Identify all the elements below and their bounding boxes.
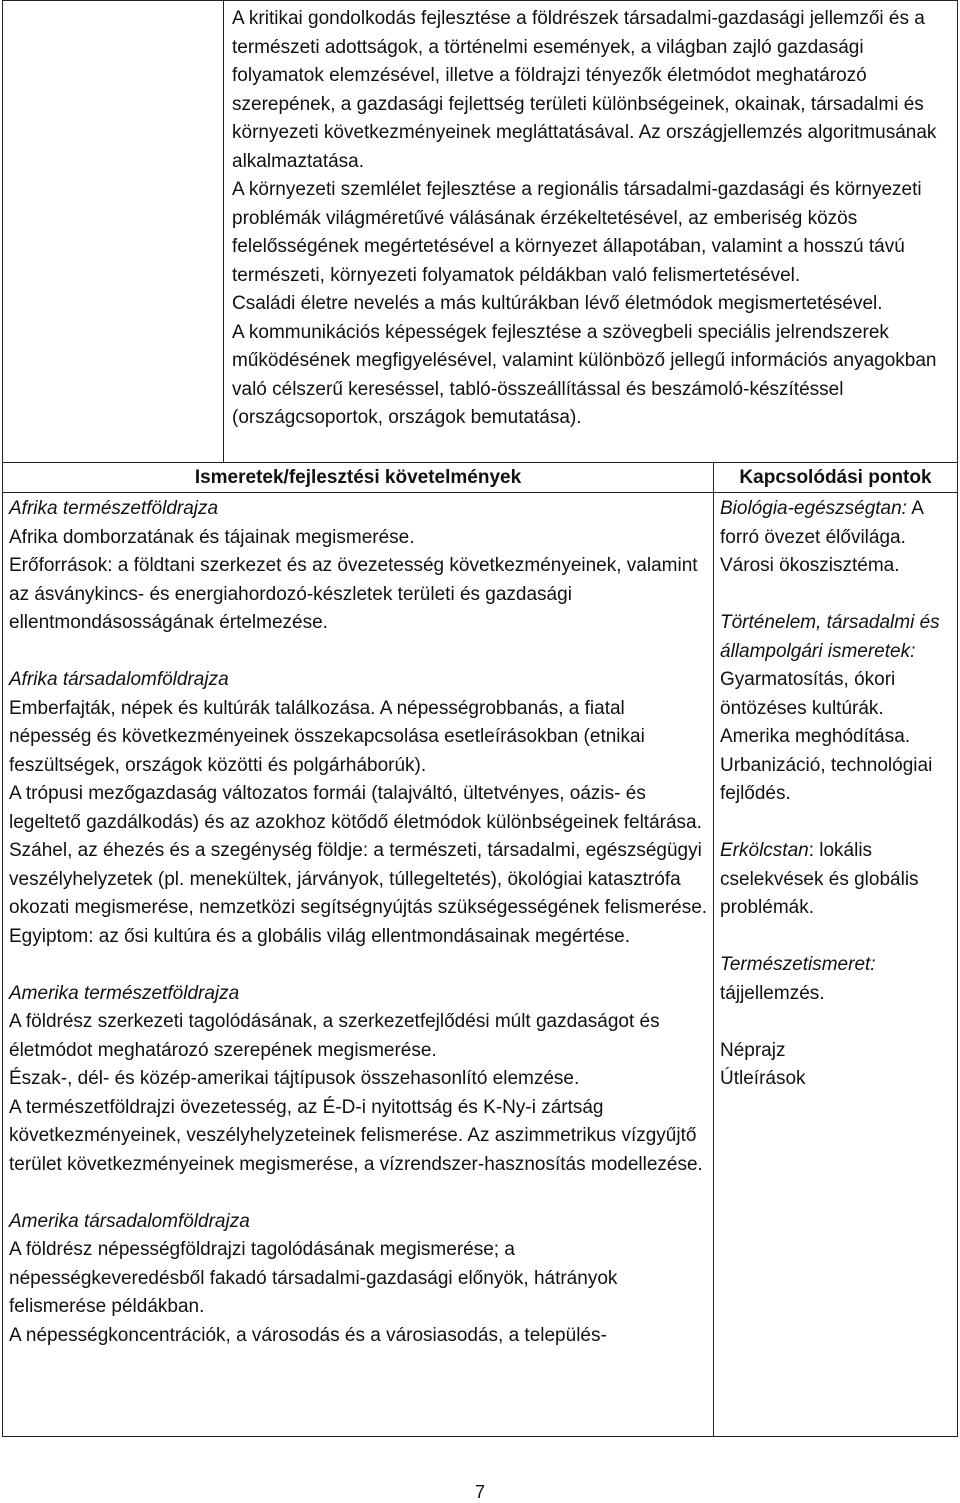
ethics-connection: [720, 837, 953, 923]
goal-critical-thinking: A kritikai gondolkodás fejlesztése a földrészek társadalmi-gazdasági jellemzői és a természeti adottságok, a történelmi események, a világban zajló gazdasági folyamatok elemzésével, illetve a földrajzi tényezők életmódot meghatározó szerepének, a gazdasági fejlettség területi különbségeinek, okainak, társadalmi és környezeti következményeinek megláttatásával. Az országjellemzés algoritmusának alkalmaztatása.: [232, 8, 937, 172]
connections-cell: [714, 493, 958, 1437]
africa-social-title: Afrika társadalomföldrajza: [9, 669, 229, 690]
connections-header: Kapcsolódási pontok: [714, 463, 958, 493]
goal-environmental: A környezeti szemlélet fejlesztése a regionális társadalmi-gazdasági és környezeti problémák világméretűvé válásának érzékeltetésével, az emberiség közös felelősségének megértetésével a környezet állapotában, valamint a hosszú távú természeti, környezeti folyamatok példákban való felismertetésével.: [232, 179, 922, 286]
ethics-subject: Erkölcstan: [720, 840, 809, 861]
goal-communication: A kommunikációs képességek fejlesztése a szövegbeli speciális jelrendszerek működésének megfigyelésével, valamint különböző jellegű információs anyagokban való célszerű kereséssel, tabló-összeállítással és beszámoló-készítéssel (országcsoportok, országok bemutatása).: [232, 321, 937, 428]
africa-social-p3: Száhel, az éhezés és a szegénység földje: a természeti, társadalmi, egészségügyi veszélyhelyzetek (pl. menekültek, járványok, túllegeltetés), ökológiai katasztrófa okozati megismerése, nemzetközi segítségnyújtás szükségességének felismerése.: [9, 840, 708, 918]
america-social-p1: A földrész népességföldrajzi tagolódásának megismerése; a népességkeveredésből fakadó társadalmi-gazdasági előnyök, hátrányok felismerése példákban.: [9, 1239, 618, 1317]
america-social-title: Amerika társadalomföldrajza: [9, 1210, 250, 1232]
africa-social-p1: Emberfajták, népek és kultúrák találkozása. A népességrobbanás, a fiatal népesség és következményeinek összekapcsolása esetleírásokban (etnikai feszültségek, országok közötti és polgárháborúk).: [9, 697, 645, 776]
science-connection: [720, 951, 953, 1008]
history-text: Gyarmatosítás, ókori öntözéses kultúrák. Amerika meghódítása. Urbanizáció, technológiai fejlődés.: [720, 669, 933, 804]
science-subject: Természetismeret:: [720, 954, 876, 975]
america-physical-p3: A természetföldrajzi övezetesség, az É-D-i nyitottság és K-Ny-i zártság következményeinek, veszélyhelyzeteinek felismerése. Az aszimmetrikus vízgyűjtő terület következményeinek megismerése, a vízrendszer-hasznosítás modellezése.: [9, 1096, 703, 1175]
biology-subject: Biológia-egészségtan:: [720, 498, 907, 519]
ethics-text: : lokális cselekvések és globális problémák.: [720, 840, 919, 918]
development-goals-cell: [224, 1, 958, 463]
folk-connection: Néprajz: [720, 1039, 786, 1061]
america-social-p2: A népességkoncentrációk, a városodás és a városiasodás, a település-: [9, 1324, 607, 1346]
history-subject: Történelem, társadalmi és állampolgári ismeretek:: [720, 612, 940, 662]
africa-social-p4: Egyiptom: az ősi kultúra és a globális világ ellentmondásainak megértése.: [9, 925, 630, 947]
curriculum-table: [2, 0, 958, 1437]
requirements-header: Ismeretek/fejlesztési követelmények: [3, 463, 714, 493]
africa-social-p2: A trópusi mezőgazdaság változatos formái (talajváltó, ültetvényes, oázis- és legeltető gazdálkodás) és az azokhoz kötődő életmódok különbségeinek feltárása.: [9, 783, 702, 833]
biology-connection: [720, 495, 953, 581]
page-number: 7: [474, 1482, 485, 1502]
africa-physical-p1: Afrika domborzatának és tájainak megismerése.: [9, 526, 415, 548]
history-connection: [720, 609, 953, 809]
requirements-cell: [3, 493, 714, 1437]
africa-physical-title: Afrika természetföldrajza: [9, 498, 219, 519]
america-physical-title: Amerika természetföldrajza: [9, 982, 240, 1004]
goal-family-life: Családi életre nevelés a más kultúrákban lévő életmódok megismertetésével.: [232, 293, 883, 314]
america-physical-p1: A földrész szerkezeti tagolódásának, a szerkezetfejlődési múlt gazdaságot és életmódot meghatározó szerepének megismerése.: [9, 1011, 660, 1061]
empty-left-cell: [3, 1, 224, 463]
science-text: tájjellemzés.: [720, 982, 825, 1004]
travel-connection: Útleírások: [720, 1068, 806, 1089]
biology-text: A forró övezet élővilága. Városi ökoszisztéma.: [720, 498, 923, 576]
america-physical-p2: Észak-, dél- és közép-amerikai tájtípusok összehasonlító elemzése.: [9, 1068, 580, 1089]
africa-physical-p2: Erőforrások: a földtani szerkezet és az övezetesség következményeinek, valamint az ásványkincs- és energiahordozó-készletek területi és gazdasági ellentmondásosságának értelmezése.: [9, 555, 698, 633]
